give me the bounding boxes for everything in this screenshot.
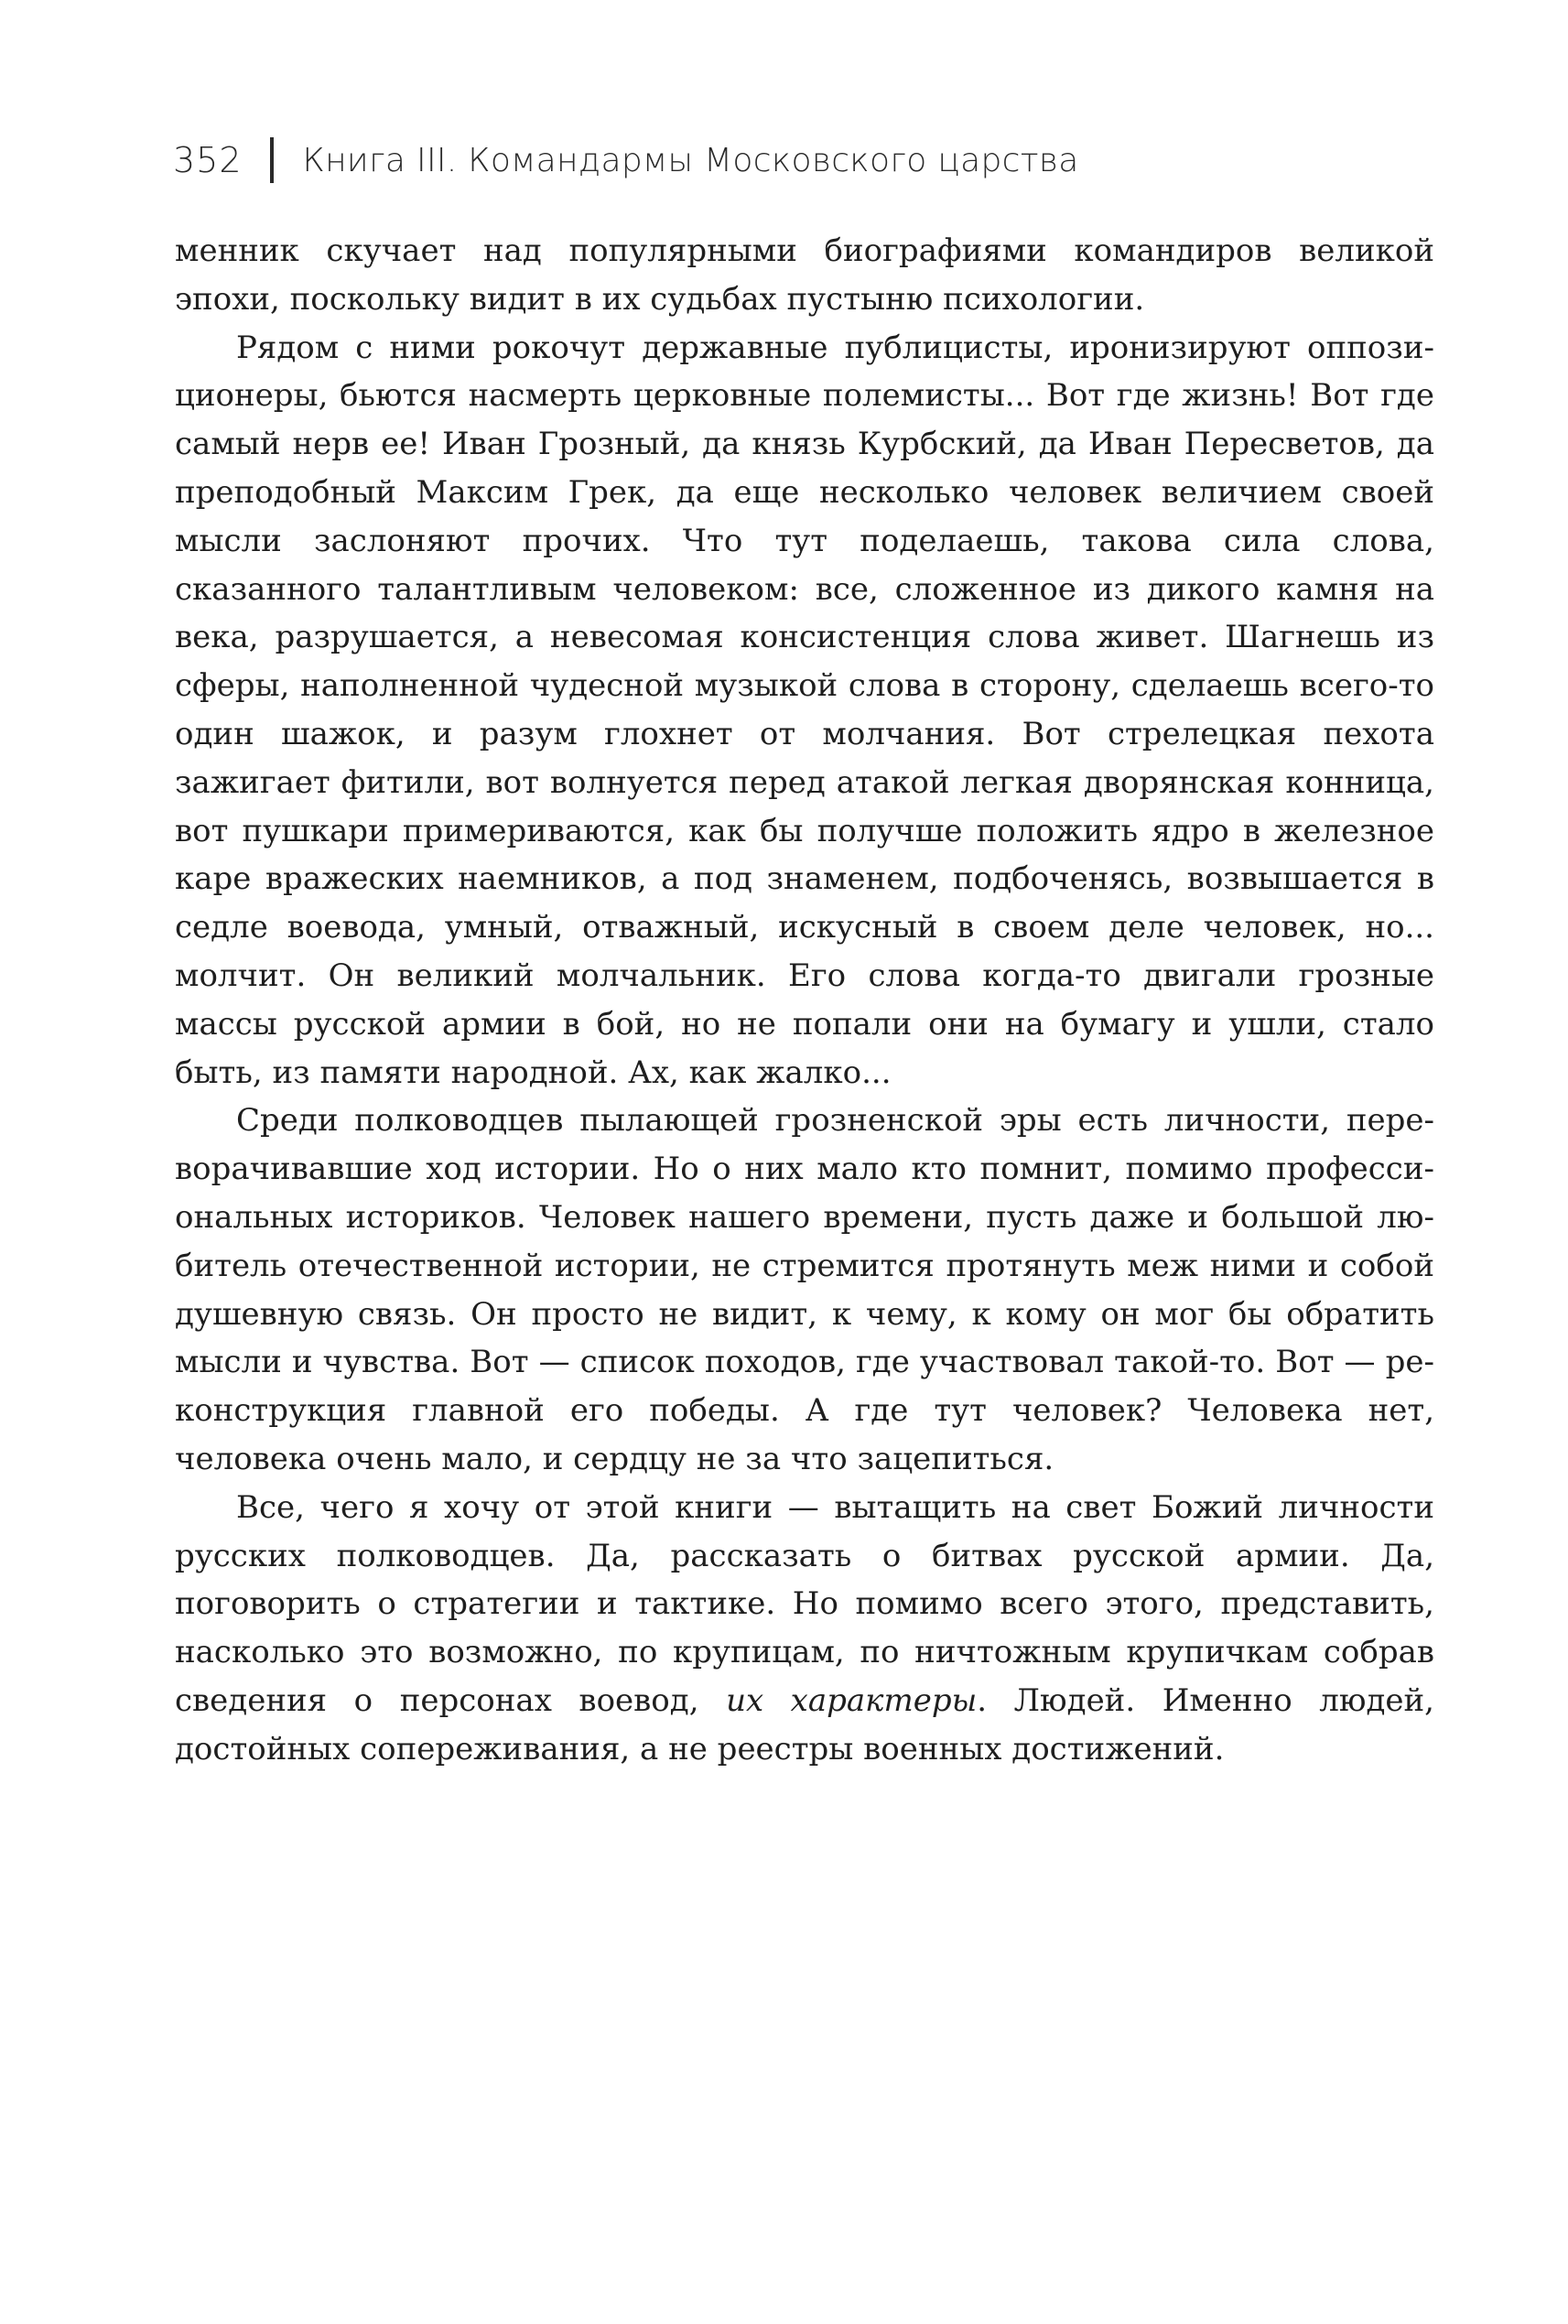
paragraph-4-text-after: . Людей. Именно людей, достойных сопереживания, а не реестры военных достижений. bbox=[175, 1681, 1434, 1767]
paragraph-3: Среди полководцев пылающей грозненской эры есть личности, переворачивавшие ход истории. Но о них мало кто помнит, помимо профессиональных историков. Человек нашего времени, пусть даже и большой любитель отечественной истории, не стремится протянуть меж ними и собой душевную связь. Он просто не видит, к чему, к кому он мог бы обратить мысли и чувства. Вот — список походов, где участвовал такой-то. Вот — реконструкция главной его победы. А где тут человек? Человека нет, человека очень мало, и сердцу не за что зацепиться. bbox=[175, 1102, 1434, 1477]
paragraph-4 bbox=[175, 1484, 1434, 1774]
paragraph-1: менник скучает над популярными биографиями командиров великой эпохи, поскольку видит в их судьбах пустыню психологии. bbox=[175, 232, 1434, 318]
running-head bbox=[173, 128, 1400, 192]
page-number: 352 bbox=[173, 140, 243, 180]
paragraph-4-text-before: Все, чего я хочу от этой книги — вытащить на свет Божий личности русских полководцев. Да, рассказать о битвах русской армии. Да, поговорить о стратегии и тактике. Но помимо всего этого, представить, насколько это возможно, по крупицам, по ничтожным крупичкам собрав сведения о персонах воевод, bbox=[175, 1488, 1434, 1719]
book-title: Книга III. Командармы Московского царства bbox=[302, 141, 1079, 179]
header-divider bbox=[270, 137, 274, 183]
paragraph-4-italic-phrase: их характеры bbox=[726, 1681, 978, 1719]
paragraph-2: Рядом с ними рокочут державные публицисты, иронизируют оппозиционеры, бьются насмерть церковные полемисты... Вот где жизнь! Вот где самый нерв ее! Иван Грозный, да князь Курбский, да Иван Пересветов, да преподобный Максим Грек, да еще несколько человек величием своей мысли заслоняют прочих. Что тут поделаешь, такова сила слова, сказанного талантливым человеком: все, сложенное из дикого камня на века, разрушается, а невесомая консистенция слова живет. Шагнешь из сферы, наполненной чудесной музыкой слова в сторону, сделаешь всего-то один шажок, и разум глохнет от молчания. Вот стрелецкая пехота зажигает фитили, вот волнуется перед атакой легкая дворянская конница, вот пушкари примериваются, как бы получше положить ядро в железное каре вражеских наемников, а под знаменем, подбоченясь, возвышается в седле воевода, умный, отважный, искусный в своем деле человек, но... молчит. Он великий молчальник. Его слова когда-то двигали грозные массы русской армии в бой, но не попали они на бумагу и ушли, стало быть, из памяти народной. Ах, как жалко... bbox=[175, 329, 1434, 1091]
body-text bbox=[175, 227, 1434, 1774]
